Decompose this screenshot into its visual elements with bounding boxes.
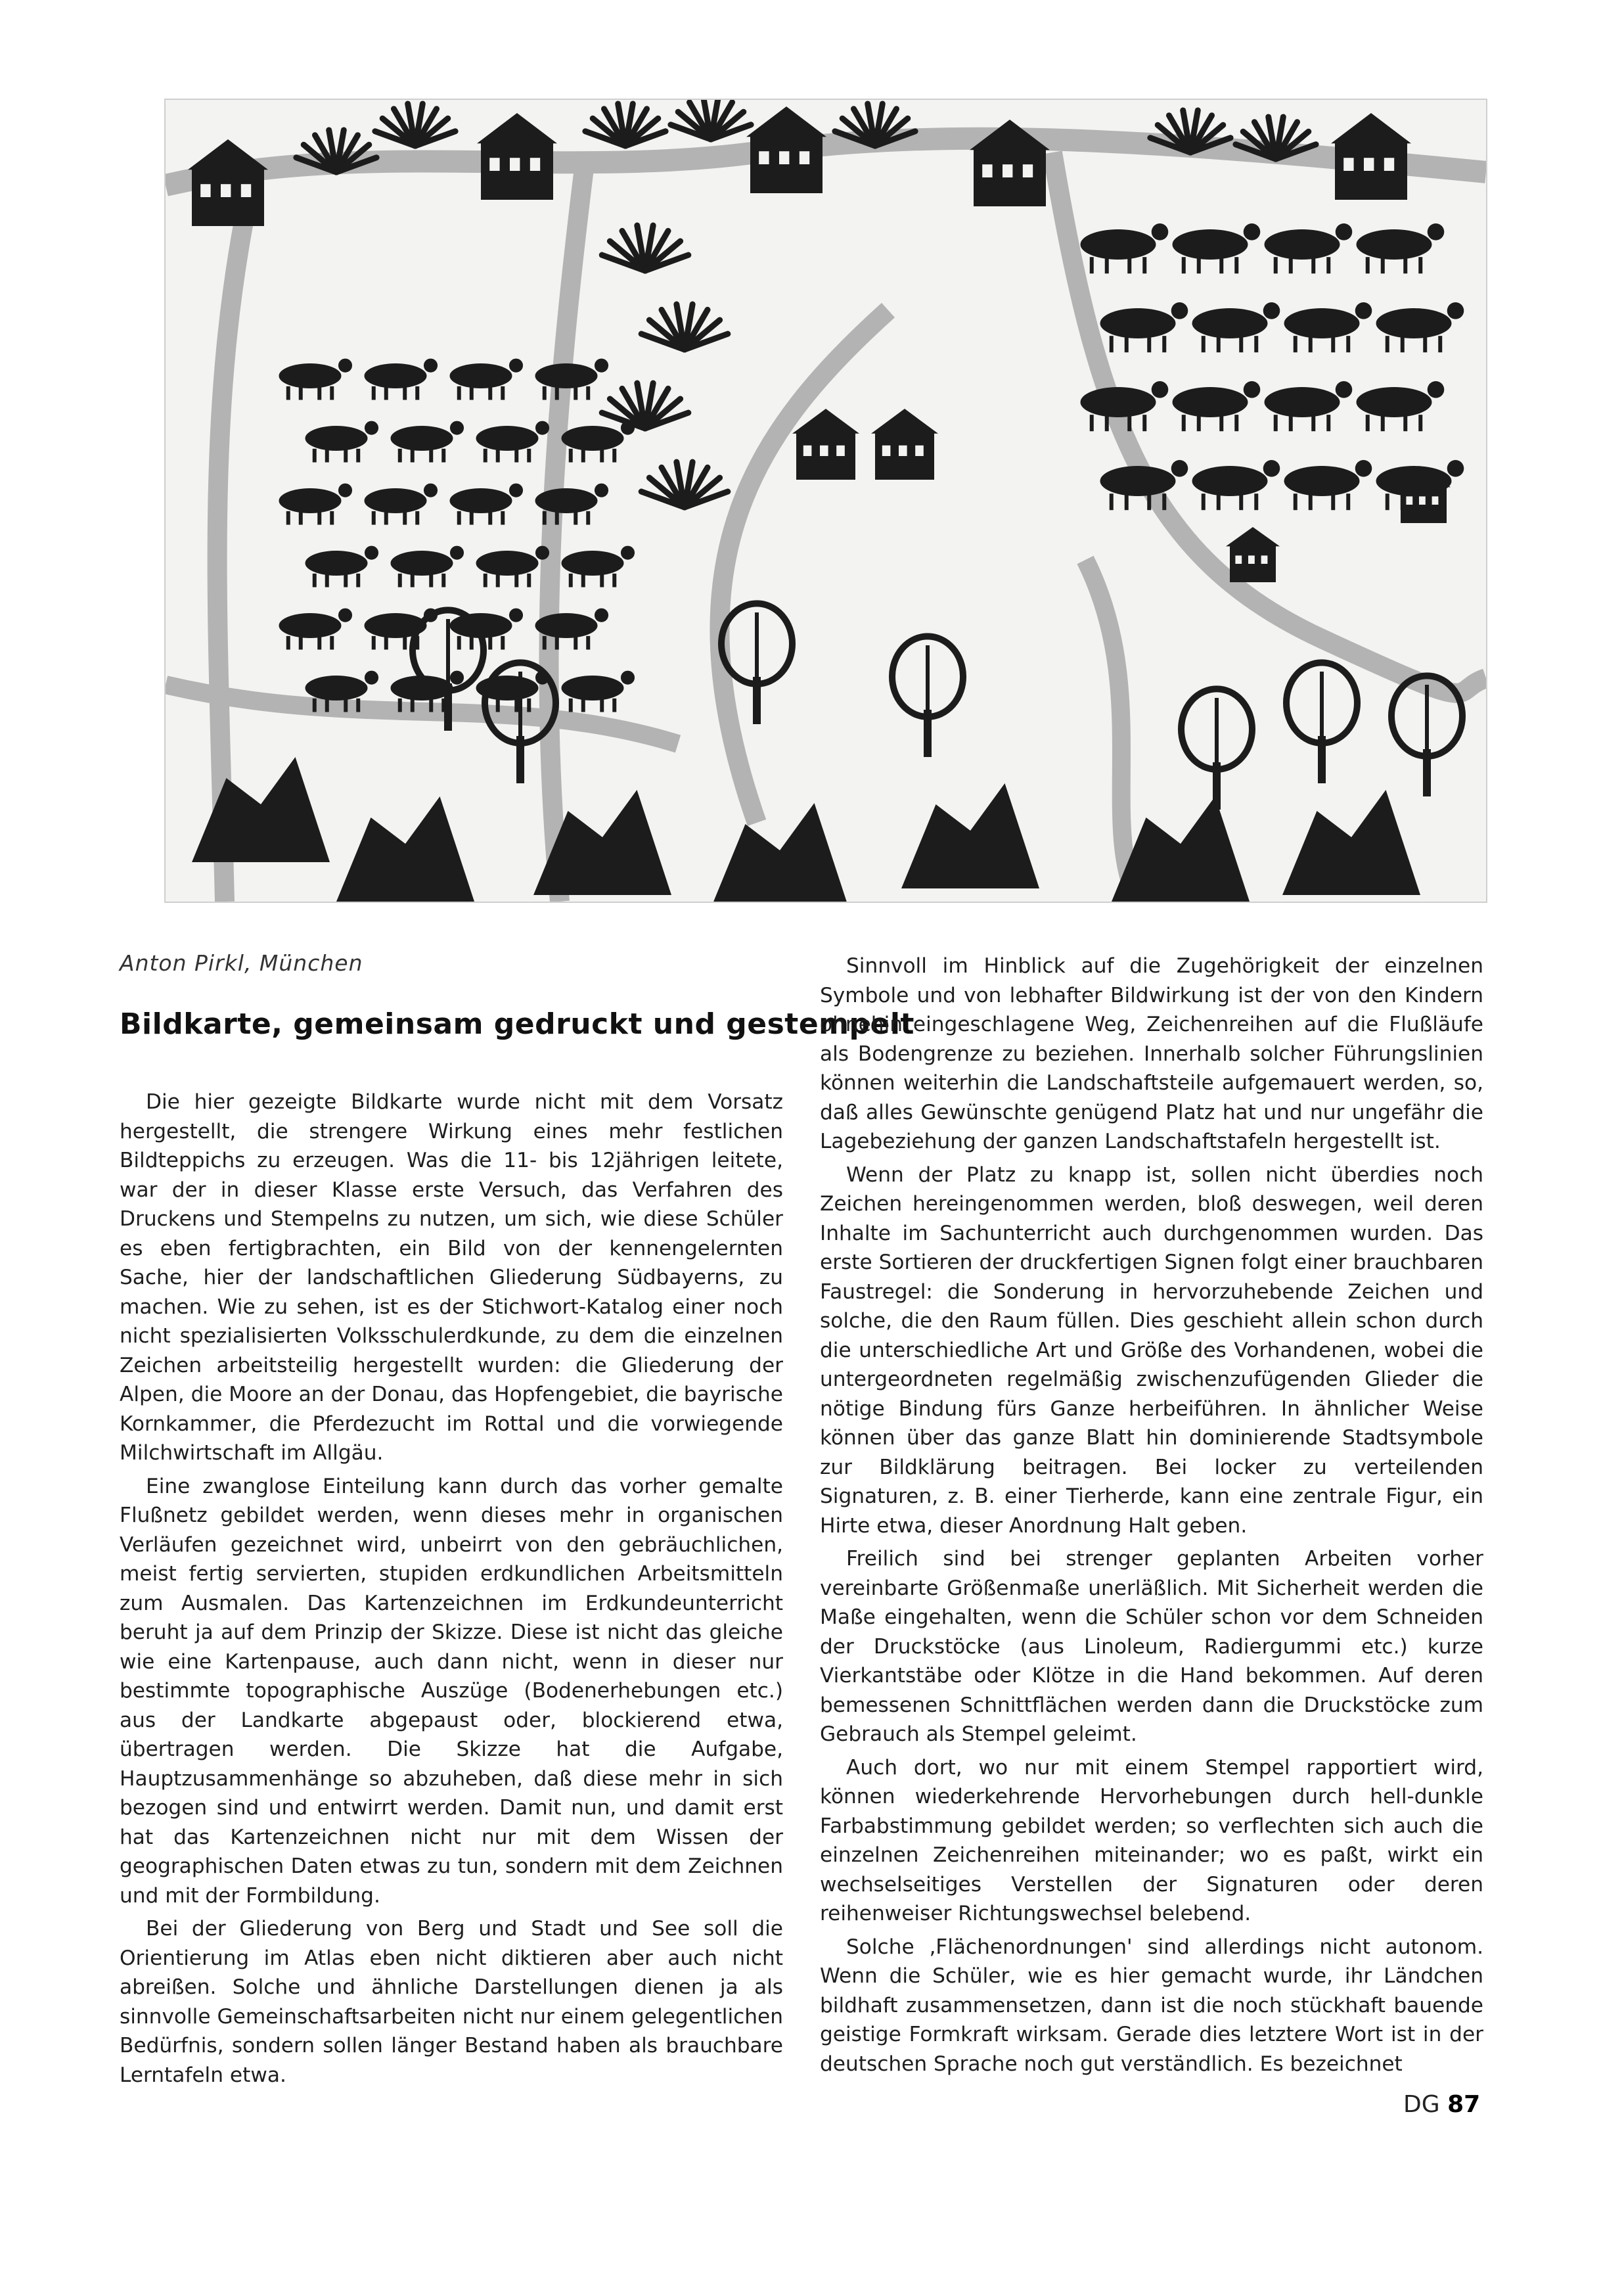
animal-head [509,609,523,622]
animal-head [535,421,549,435]
animal-body [365,488,427,513]
animal-body [1376,308,1452,338]
window [779,151,789,164]
animal-head [595,484,608,497]
column-left [120,1088,783,2090]
paragraph: Bei der Gliederung von Berg und Stadt und See soll die Orientierung im Atlas eben nicht diktieren aber auch nicht abreißen. Solche und ähnliche Darstellungen dienen ja als sinnvolle Gemeinschaftsarbeiten nicht nur einem gelegentlichen Bedürfnis, sondern sollen länger Bestand haben als brauchbare Lerntafeln etwa. [120,1917,783,2087]
animal-body [1100,308,1176,338]
animal-head [1171,302,1188,319]
window [221,184,231,197]
map-illustration [166,100,1486,902]
animal-head [365,671,378,685]
window [200,184,210,197]
window [510,158,520,171]
animal-head [1336,381,1353,398]
animal-body [391,426,453,451]
animal-head [509,484,523,497]
paragraph: Solche ‚Flächenordnungen' sind allerdings nicht autonom. Wenn die Schüler, wie es hier gemacht wurde, ihr Ländchen bildhaft zusammensetzen, dann ist die noch stückhaft bauende geistige Formkraft wirksam. Gerade dies letztere Wort ist in der deutschen Sprache noch gut verständlich. Es bezeichnet [820,1935,1483,2076]
window [803,446,812,456]
printed-map-artwork [164,99,1487,903]
animal-head [595,359,608,373]
window [1406,496,1412,505]
window [759,151,769,164]
window [1384,158,1394,171]
animal-head [1244,381,1261,398]
animal-body [476,551,539,576]
window [489,158,499,171]
animal-head [621,671,635,685]
journal-abbreviation: DG [1403,2091,1440,2118]
animal-body [450,488,512,513]
window [1364,158,1374,171]
animal-body [305,426,368,451]
window [1343,158,1353,171]
window [1261,555,1268,564]
animal-head [1244,223,1261,241]
window [1003,164,1012,177]
animal-body [562,676,624,701]
animal-head [1428,223,1445,241]
paper-background [166,100,1486,902]
animal-head [1263,460,1280,477]
animal-body [305,551,368,576]
animal-head [424,484,438,497]
animal-body [1265,229,1340,260]
animal-head [535,546,549,560]
paragraph: Auch dort, wo nur mit einem Stempel rapportiert wird, können wiederkehrende Hervorhebungen durch hell-dunkle Farbabstimmung gebildet werden; so verflechten sich auch die einzelnen Zeichenreihen miteinander; wo es paßt, wirkt ein wechselseitiges Verstellen der Signaturen oder deren reihenweiser Richtungswechsel belebend. [820,1755,1483,1925]
animal-head [595,609,608,622]
animal-body [1357,387,1432,417]
animal-head [1355,302,1372,319]
animal-head [1263,302,1280,319]
animal-head [338,359,352,373]
window [800,151,809,164]
animal-body [535,488,598,513]
animal-head [1152,223,1169,241]
animal-head [424,359,438,373]
animal-body [391,551,453,576]
animal-head [621,546,635,560]
window [882,446,891,456]
animal-head [338,484,352,497]
window [836,446,845,456]
animal-body [535,613,598,638]
animal-body [1081,387,1156,417]
window [241,184,251,197]
window [820,446,828,456]
window [1419,496,1426,505]
animal-head [450,421,464,435]
window [899,446,907,456]
animal-body [1357,229,1432,260]
animal-body [1100,466,1176,496]
animal-body [1284,308,1360,338]
animal-body [1265,387,1340,417]
animal-body [279,613,342,638]
animal-body [1081,229,1156,260]
animal-body [305,676,368,701]
animal-head [450,671,464,685]
animal-body [1192,466,1268,496]
paragraph: Wenn der Platz zu knapp ist, sollen nicht überdies noch Zeichen hereingenommen werden, bloß deswegen, weil deren Inhalte im Sachunterricht auch durchgenommen wurden. Das erste Sortieren der druckfertigen Signen folgt einer brauchbaren Faustregel: die Sonderung in hervorzuhebende Zeichen und solche, die den Raum füllen. Dies geschieht allein schon durch die unterschiedliche Art und Größe des Vorhandenen, wobei die untergeordneten regelmäßig zwischenzufügenden Glieder die nötige Bindung fürs Ganze herbeiführen. In ähnlicher Weise können über das ganze Blatt hin dominierende Stadtsymbole zur Bildklärung beitragen. Bei locker zu verteilenden Signaturen, z. B. einer Tierherde, kann eine zentrale Figur, ein Hirte etwa, dieser Anordnung Halt geben. [820,1162,1483,1538]
animal-body [450,363,512,388]
window [982,164,992,177]
article-title: Bildkarte, gemeinsam gedruckt und gestempelt [120,1007,914,1041]
paragraph: Die hier gezeigte Bildkarte wurde nicht mit dem Vorsatz hergestellt, die strengere Wirkung eines mehr festlichen Bildteppichs zu erzeugen. Was die 11- bis 12jährigen leitete, war der in dieser Klasse erste Versuch, das Verfahren des Druckens und Stempelns zu nutzen, um sich, wie diese Schüler es eben fertigbrachten, ein Bild von der kennengelernten Sache, hier der landschaftlichen Gliederung Südbayerns, zu machen. Wie zu sehen, ist es der Stichwort-Katalog einer noch nicht spezialisierten Volksschulerdkunde, zu dem die einzelnen Zeichen arbeitsteilig hergestellt wurden: die Gliederung der Alpen, die Moore an der Donau, das Hopfengebiet, die bayrische Kornkammer, die Pferdezucht im Rottal und die vorwiegende Milchwirtschaft im Allgäu. [120,1090,783,1465]
window [915,446,924,456]
animal-body [279,488,342,513]
animal-body [562,426,624,451]
animal-body [1192,308,1268,338]
animal-head [509,359,523,373]
animal-head [365,546,378,560]
animal-head [1171,460,1188,477]
animal-head [450,546,464,560]
window [1248,555,1255,564]
animal-head [1336,223,1353,241]
animal-body [1173,387,1248,417]
author-line: Anton Pirkl, München [120,950,363,976]
window [1235,555,1242,564]
animal-head [1152,381,1169,398]
animal-head [1428,381,1445,398]
window [1023,164,1033,177]
animal-body [476,426,539,451]
animal-head [1355,460,1372,477]
window [1432,496,1439,505]
animal-head [338,609,352,622]
column-right [820,952,1483,2079]
window [530,158,540,171]
page-number [1403,2091,1480,2118]
animal-body [535,363,598,388]
animal-body [562,551,624,576]
animal-head [1447,460,1464,477]
animal-body [1173,229,1248,260]
paragraph: Eine zwanglose Einteilung kann durch das vorher gemalte Flußnetz gebildet werden, wenn dieses mehr in organischen Verläufen gezeichnet wird, unbeirrt von den gebräuchlichen, meist fertig servierten, stupiden erdkundlichen Arbeitsmitteln zum Ausmalen. Das Kartenzeichnen im Erdkundeunterricht beruht ja auf dem Prinzip der Skizze. Diese ist nicht das gleiche wie eine Kartenpause, auch dann nicht, wenn in dieser nur bestimmte topographische Auszüge (Bodenerhebungen etc.) aus der Landkarte abgepaust oder, blockierend etwa, übertragen werden. Die Skizze hat die Aufgabe, Hauptzusammenhänge so abzuheben, daß diese mehr in sich bezogen sind und entwirrt werden. Damit nun, und damit erst hat das Kartenzeichnen nicht nur mit dem Wissen der geographischen Daten etwas zu tun, sondern mit dem Zeichnen und mit der Formbildung. [120,1474,783,1908]
paragraph: Sinnvoll im Hinblick auf die Zugehörigkeit der einzelnen Symbole und von lebhafter Bildwirkung ist der von den Kindern ohnehin eingeschlagene Weg, Zeichenreihen auf die Flußläufe als Bodengrenze zu beziehen. Innerhalb solcher Führungslinien können weiterhin die Landschaftsteile aufgemauert werden, so, daß alles Gewünschte genügend Platz hat und nur ungefähr die Lagebeziehung der ganzen Landschaftstafeln hergestellt ist. [820,954,1483,1153]
animal-body [1284,466,1360,496]
paragraph: Freilich sind bei strenger geplanten Arbeiten vorher vereinbarte Größenmaße unerläßlich. Mit Sicherheit werden die Maße eingehalten, wenn die Schüler schon vor dem Schneiden der Druckstöcke (aus Linoleum, Radiergummi etc.) kurze Vierkantstäbe oder Klötze in die Hand bekommen. Auf deren bemessenen Schnittflächen werden dann die Druckstöcke zum Gebrauch als Stempel geleimt. [820,1547,1483,1746]
animal-head [1447,302,1464,319]
page-number-value: 87 [1447,2091,1481,2118]
animal-body [365,363,427,388]
animal-head [365,421,378,435]
animal-body [279,363,342,388]
